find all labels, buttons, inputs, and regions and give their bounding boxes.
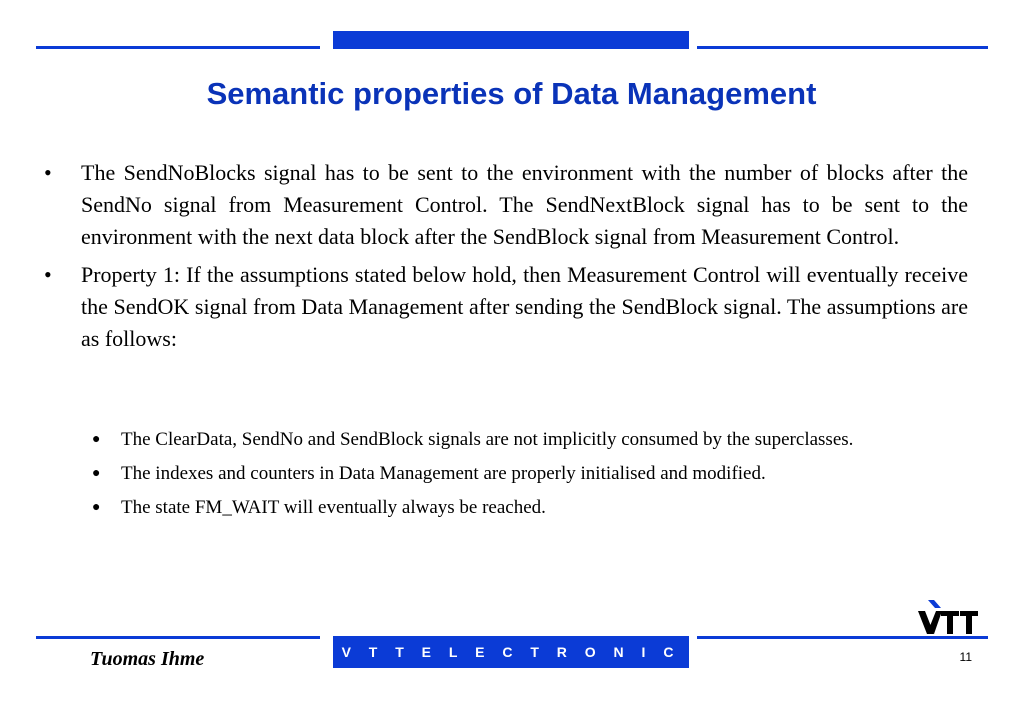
assumption-item xyxy=(92,426,968,454)
bullet-mark: • xyxy=(44,160,52,185)
top-left-rule xyxy=(36,46,320,49)
bottom-right-rule xyxy=(697,636,988,639)
page-number: 11 xyxy=(959,650,972,664)
assumption-text: The indexes and counters in Data Management are properly initialised and modified. xyxy=(121,463,766,484)
slide-title: Semantic properties of Data Management xyxy=(206,76,817,111)
assumption-item xyxy=(92,494,968,522)
bullet-mark: • xyxy=(44,262,52,287)
company-name: V T T E L E C T R O N I C S xyxy=(341,644,681,692)
assumption-item xyxy=(92,460,968,488)
sub-bullet-mark: ● xyxy=(92,432,101,447)
assumption-text: The ClearData, SendNo and SendBlock signals are not implicitly consumed by the superclasses. xyxy=(121,429,854,450)
top-right-rule xyxy=(697,46,988,49)
main-bullet-list xyxy=(44,157,968,361)
bullet-item xyxy=(44,157,968,253)
vtt-logo-icon xyxy=(914,600,982,636)
author-name: Tuomas Ihme xyxy=(90,648,205,670)
bullet-item xyxy=(44,259,968,355)
bottom-left-rule xyxy=(36,636,320,639)
assumption-list xyxy=(92,426,968,528)
assumption-text: The state FM_WAIT will eventually always be reached. xyxy=(121,497,546,518)
bullet-text: Property 1: If the assumptions stated below hold, then Measurement Control will eventually receive the SendOK signal from Data Management after sending the SendBlock signal. The assumptions are as follows: xyxy=(81,262,968,351)
top-center-bar xyxy=(333,31,689,49)
sub-bullet-mark: ● xyxy=(92,500,101,515)
sub-bullet-mark: ● xyxy=(92,466,101,481)
bullet-text: The SendNoBlocks signal has to be sent to the environment with the number of blocks after the SendNo signal from Measurement Control. The SendNextBlock signal has to be sent to the environment with the next data block after the SendBlock signal from Measurement Control. xyxy=(81,160,968,249)
